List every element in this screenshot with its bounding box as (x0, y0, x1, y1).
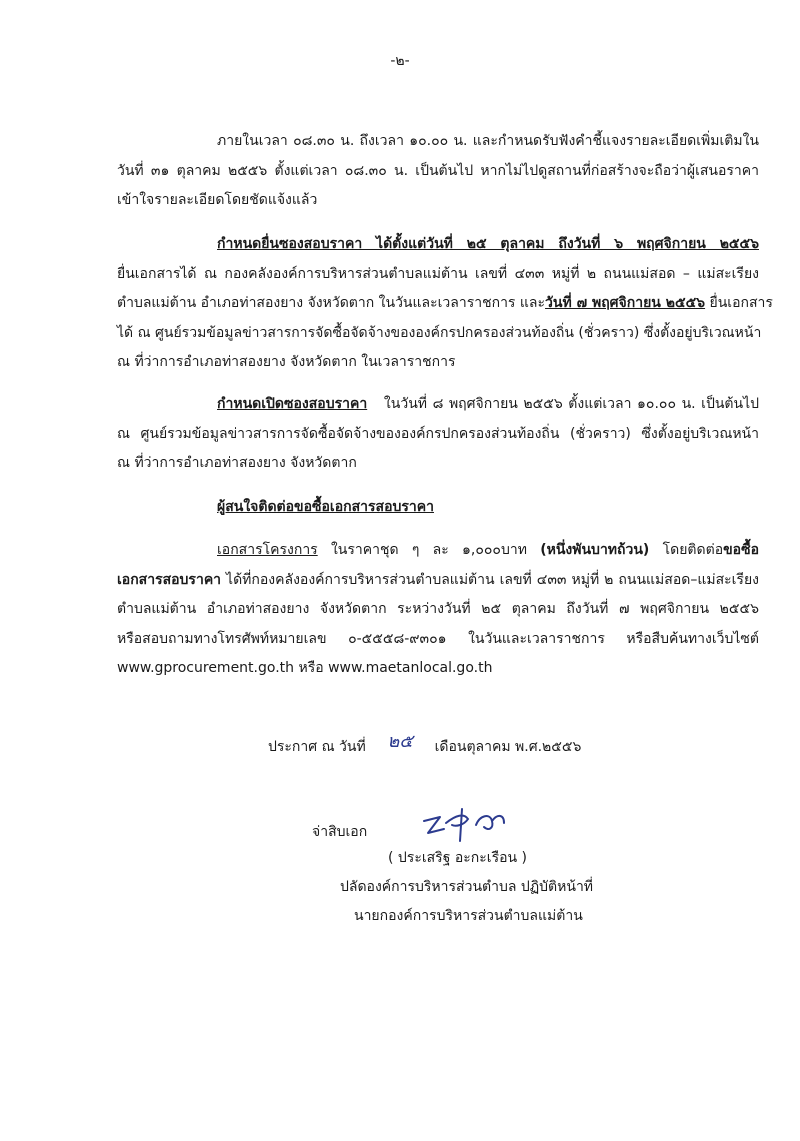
text-segment: ในราคาชุด ๆ ละ ๑,๐๐๐บาท (317, 542, 541, 558)
text-segment: ขอซื้อ (723, 542, 759, 558)
text-line: เข้าใจรายละเอียดโดยชัดแจ้งแล้ว (117, 192, 318, 208)
section-heading-line (117, 493, 759, 523)
handwritten-signature (418, 803, 518, 848)
text-line (117, 390, 759, 420)
submission-heading (117, 230, 759, 260)
signature-rank: จ่าสิบเอก (312, 824, 368, 840)
section-contact (117, 493, 759, 523)
text-segment: เอกสารสอบราคา (117, 571, 222, 588)
text-line: ภายในเวลา ๐๘.๓๐ น. ถึงเวลา ๑๐.๐๐ น. และกำหนดรับฟังคำชี้แจงรายละเอียดเพิ่มเติมใน (217, 133, 759, 149)
paragraph-opening (117, 390, 759, 479)
announcement-line (268, 730, 581, 759)
emphasis-date: วันที่ ๗ พฤศจิกายน ๒๕๕๖ (545, 295, 706, 311)
announce-prefix: ประกาศ ณ วันที่ (268, 739, 366, 755)
text-line (117, 566, 759, 596)
opening-heading: กำหนดเปิดซองสอบราคา (217, 396, 368, 412)
section-heading: ผู้สนใจติดต่อขอซื้อเอกสารสอบราคา (217, 499, 434, 515)
handwritten-day: ๒๕ (387, 731, 413, 752)
text-segment: โดยติดต่อ (649, 542, 724, 558)
page-number: -๒- (390, 53, 410, 69)
text-line: ตำบลแม่ต้าน อำเภอท่าสองยาง จังหวัดตาก ระหว่างวันที่ ๒๕ ตุลาคม ถึงวันที่ ๗ พฤศจิกายน ๒๕๕๖ (117, 601, 759, 617)
text-line (117, 289, 773, 319)
paragraph-site-visit (117, 127, 759, 216)
text-line (117, 536, 759, 566)
text-line: ได้ ณ ศูนย์รวมข้อมูลข่าวสารการจัดซื้อจัดจ้างขององค์กรปกครองส่วนท้องถิ่น (ชั่วคราว) ซึ่งตั้งอยู่บริเวณหน้า (117, 324, 762, 341)
price-words: (หนึ่งพันบาทถ้วน) (540, 542, 650, 558)
text-line: ณ ศูนย์รวมข้อมูลข่าวสารการจัดซื้อจัดจ้างขององค์กรปกครองส่วนท้องถิ่น (ชั่วคราว) ซึ่งตั้งอยู่บริเวณหน้า (117, 425, 759, 442)
text-line: ณ ที่ว่าการอำเภอท่าสองยาง จังหวัดตาก (117, 455, 357, 471)
signature-title-line2: นายกองค์การบริหารส่วนตำบลแม่ต้าน (354, 908, 583, 924)
text-line: ยื่นเอกสารได้ ณ กองคลังองค์การบริหารส่วนตำบลแม่ต้าน เลขที่ ๔๓๓ หมู่ที่ ๒ ถนนแม่สอด – แม่สะเรียง (117, 265, 759, 282)
signature-title-line1: ปลัดองค์การบริหารส่วนตำบล ปฏิบัติหน้าที่ (340, 879, 594, 895)
paragraph-submission (117, 230, 773, 378)
text-line: ณ ที่ว่าการอำเภอท่าสองยาง จังหวัดตาก ในเวลาราชการ (117, 354, 456, 370)
announce-month-year: เดือนตุลาคม พ.ศ.๒๕๕๖ (434, 739, 582, 755)
document-label: เอกสารโครงการ (217, 542, 318, 558)
paragraph-purchase (117, 536, 759, 684)
text-segment: ตำบลแม่ต้าน อำเภอท่าสองยาง จังหวัดตาก ในวันและเวลาราชการ และ (117, 295, 546, 311)
text-segment: ในวันที่ ๘ พฤศจิกายน ๒๕๕๖ ตั้งแต่เวลา ๑๐.๐๐ น. เป็นต้นไป (383, 396, 759, 412)
website-line: www.gprocurement.go.th หรือ www.maetanlocal.go.th (117, 660, 493, 676)
text-line: หรือสอบถามทางโทรศัพท์หมายเลข ๐-๕๕๕๘-๙๓๐๑ ในวันและเวลาราชการ หรือสืบค้นทางเว็บไซต์ (117, 630, 759, 647)
text-segment: ได้ที่กองคลังองค์การบริหารส่วนตำบลแม่ต้าน เลขที่ ๔๓๓ หมู่ที่ ๒ ถนนแม่สอด–แม่สะเรียง (221, 571, 759, 588)
text-segment: ยื่นเอกสาร (705, 295, 773, 311)
signature-name: ( ประเสริฐ อะกะเรือน ) (388, 850, 527, 866)
submission-heading-text: กำหนดยื่นซองสอบราคา ได้ตั้งแต่วันที่ ๒๕ ตุลาคม ถึงวันที่ ๖ พฤศจิกายน ๒๕๕๖ (217, 236, 759, 252)
text-line: วันที่ ๓๑ ตุลาคม ๒๕๕๖ ตั้งแต่เวลา ๐๘.๓๐ น. เป็นต้นไป หากไม่ไปดูสถานที่ก่อสร้างจะถือว่าผู้เสนอราคา (117, 162, 759, 179)
